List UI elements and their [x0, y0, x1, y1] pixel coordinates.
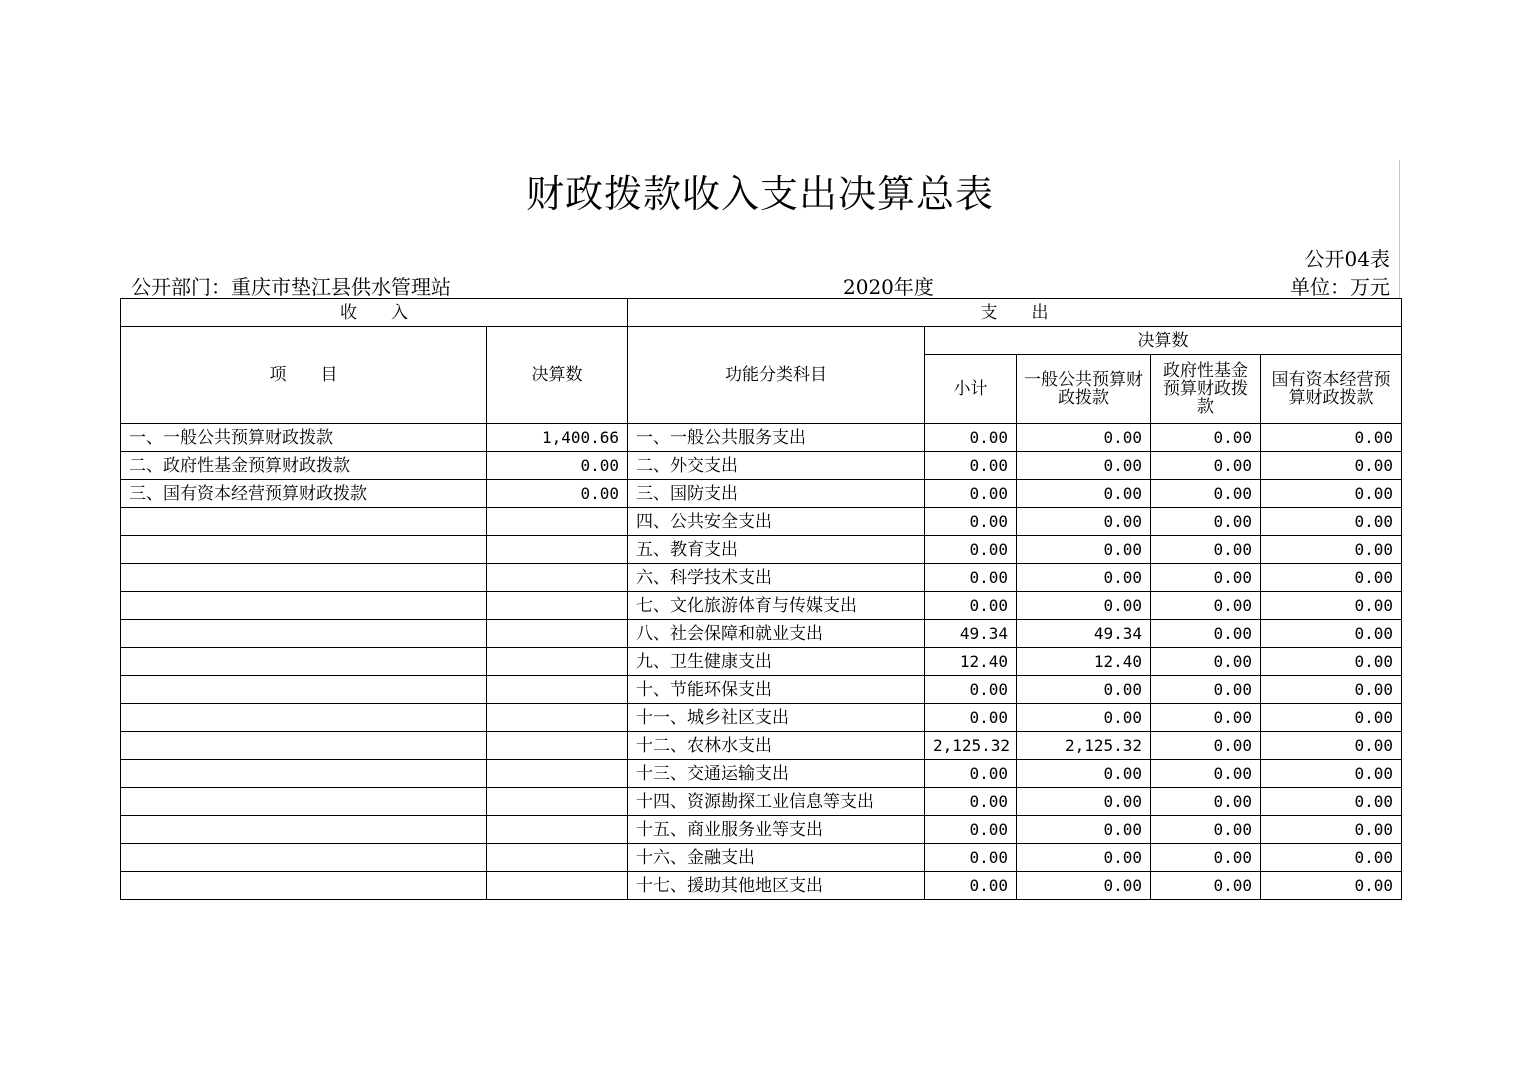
subtotal-cell: 0.00	[925, 452, 1017, 480]
general-budget-header: 一般公共预算财政拨款	[1017, 355, 1151, 424]
table-row	[121, 648, 1402, 676]
general-budget-cell: 0.00	[1017, 452, 1151, 480]
subtotal-cell: 0.00	[925, 536, 1017, 564]
general-budget-cell: 0.00	[1017, 844, 1151, 872]
table-row	[121, 844, 1402, 872]
state-capital-cell: 0.00	[1261, 788, 1402, 816]
income-item-cell	[121, 732, 487, 760]
final-amount-header: 决算数	[925, 327, 1402, 355]
category-cell: 十五、商业服务业等支出	[628, 816, 925, 844]
gov-fund-cell: 0.00	[1151, 452, 1261, 480]
page-title: 财政拨款收入支出决算总表	[525, 172, 994, 216]
income-amount-cell	[487, 872, 628, 900]
gov-fund-cell: 0.00	[1151, 592, 1261, 620]
income-item-cell	[121, 760, 487, 788]
subtotal-cell: 49.34	[925, 620, 1017, 648]
table-row	[121, 508, 1402, 536]
income-amount-cell	[487, 620, 628, 648]
income-item-cell	[121, 564, 487, 592]
table-row	[121, 536, 1402, 564]
income-amount-cell	[487, 536, 628, 564]
category-header: 功能分类科目	[628, 327, 925, 424]
income-amount-cell	[487, 592, 628, 620]
category-cell: 十七、援助其他地区支出	[628, 872, 925, 900]
subtotal-cell: 0.00	[925, 592, 1017, 620]
gov-fund-cell: 0.00	[1151, 732, 1261, 760]
state-capital-cell: 0.00	[1261, 564, 1402, 592]
table-row	[121, 704, 1402, 732]
subtotal-cell: 0.00	[925, 788, 1017, 816]
state-capital-cell: 0.00	[1261, 452, 1402, 480]
income-item-cell	[121, 648, 487, 676]
income-amount-cell	[487, 732, 628, 760]
unit-label: 单位：万元	[1290, 275, 1390, 299]
category-cell: 二、外交支出	[628, 452, 925, 480]
income-amount-cell: 0.00	[487, 452, 628, 480]
category-cell: 一、一般公共服务支出	[628, 424, 925, 452]
state-capital-cell: 0.00	[1261, 676, 1402, 704]
subtotal-cell: 0.00	[925, 424, 1017, 452]
subtotal-cell: 12.40	[925, 648, 1017, 676]
general-budget-cell: 0.00	[1017, 788, 1151, 816]
income-amount-cell	[487, 704, 628, 732]
income-item-cell	[121, 788, 487, 816]
state-capital-cell: 0.00	[1261, 648, 1402, 676]
income-item-cell	[121, 844, 487, 872]
income-item-cell	[121, 816, 487, 844]
general-budget-cell: 12.40	[1017, 648, 1151, 676]
fiscal-year: 2020年度	[843, 275, 934, 299]
gov-fund-cell: 0.00	[1151, 620, 1261, 648]
gov-fund-header: 政府性基金预算财政拨款	[1151, 355, 1261, 424]
gov-fund-cell: 0.00	[1151, 676, 1261, 704]
income-amount-cell	[487, 760, 628, 788]
form-number: 公开04表	[1304, 247, 1390, 271]
state-capital-cell: 0.00	[1261, 816, 1402, 844]
income-amount-cell: 1,400.66	[487, 424, 628, 452]
category-cell: 十、节能环保支出	[628, 676, 925, 704]
income-amount-cell	[487, 816, 628, 844]
income-item-cell	[121, 508, 487, 536]
income-item-cell: 二、政府性基金预算财政拨款	[121, 452, 487, 480]
category-cell: 十二、农林水支出	[628, 732, 925, 760]
state-capital-header: 国有资本经营预算财政拨款	[1261, 355, 1402, 424]
state-capital-cell: 0.00	[1261, 732, 1402, 760]
subtotal-header: 小计	[925, 355, 1017, 424]
income-amount-cell	[487, 508, 628, 536]
category-cell: 十一、城乡社区支出	[628, 704, 925, 732]
table-row	[121, 816, 1402, 844]
general-budget-cell: 0.00	[1017, 872, 1151, 900]
general-budget-cell: 0.00	[1017, 424, 1151, 452]
table-row	[121, 732, 1402, 760]
table-row	[121, 760, 1402, 788]
table-row	[121, 620, 1402, 648]
income-amount-cell	[487, 564, 628, 592]
subtotal-cell: 0.00	[925, 480, 1017, 508]
state-capital-cell: 0.00	[1261, 872, 1402, 900]
gov-fund-cell: 0.00	[1151, 844, 1261, 872]
header-row-top	[121, 299, 1402, 327]
gov-fund-cell: 0.00	[1151, 508, 1261, 536]
income-amount-cell	[487, 844, 628, 872]
state-capital-cell: 0.00	[1261, 844, 1402, 872]
gov-fund-cell: 0.00	[1151, 648, 1261, 676]
general-budget-cell: 0.00	[1017, 508, 1151, 536]
general-budget-cell: 0.00	[1017, 480, 1151, 508]
gov-fund-cell: 0.00	[1151, 480, 1261, 508]
gov-fund-cell: 0.00	[1151, 704, 1261, 732]
subtotal-cell: 0.00	[925, 816, 1017, 844]
general-budget-cell: 0.00	[1017, 592, 1151, 620]
general-budget-cell: 0.00	[1017, 536, 1151, 564]
table-row	[121, 452, 1402, 480]
gov-fund-cell: 0.00	[1151, 872, 1261, 900]
state-capital-cell: 0.00	[1261, 704, 1402, 732]
gov-fund-cell: 0.00	[1151, 536, 1261, 564]
subtotal-cell: 0.00	[925, 704, 1017, 732]
state-capital-cell: 0.00	[1261, 620, 1402, 648]
state-capital-cell: 0.00	[1261, 424, 1402, 452]
income-amount-cell	[487, 648, 628, 676]
state-capital-cell: 0.00	[1261, 592, 1402, 620]
income-item-cell: 三、国有资本经营预算财政拨款	[121, 480, 487, 508]
category-cell: 九、卫生健康支出	[628, 648, 925, 676]
category-cell: 十三、交通运输支出	[628, 760, 925, 788]
general-budget-cell: 2,125.32	[1017, 732, 1151, 760]
subtotal-cell: 0.00	[925, 872, 1017, 900]
general-budget-cell: 49.34	[1017, 620, 1151, 648]
gov-fund-cell: 0.00	[1151, 424, 1261, 452]
subtotal-cell: 0.00	[925, 760, 1017, 788]
category-cell: 七、文化旅游体育与传媒支出	[628, 592, 925, 620]
general-budget-cell: 0.00	[1017, 760, 1151, 788]
fiscal-table	[120, 298, 1402, 900]
subtotal-cell: 0.00	[925, 564, 1017, 592]
gov-fund-cell: 0.00	[1151, 816, 1261, 844]
gov-fund-cell: 0.00	[1151, 788, 1261, 816]
general-budget-cell: 0.00	[1017, 816, 1151, 844]
category-cell: 五、教育支出	[628, 536, 925, 564]
income-item-cell	[121, 704, 487, 732]
subtotal-cell: 0.00	[925, 508, 1017, 536]
income-item-cell: 一、一般公共预算财政拨款	[121, 424, 487, 452]
subtotal-cell: 0.00	[925, 844, 1017, 872]
item-header: 项 目	[121, 327, 487, 424]
general-budget-cell: 0.00	[1017, 564, 1151, 592]
category-cell: 十六、金融支出	[628, 844, 925, 872]
department-label: 公开部门：重庆市垫江县供水管理站	[131, 275, 451, 299]
income-item-cell	[121, 620, 487, 648]
income-amount-cell: 0.00	[487, 480, 628, 508]
category-cell: 十四、资源勘探工业信息等支出	[628, 788, 925, 816]
table-row	[121, 676, 1402, 704]
table-row	[121, 872, 1402, 900]
subtotal-cell: 2,125.32	[925, 732, 1017, 760]
header-row-mid	[121, 327, 1402, 355]
table-row	[121, 424, 1402, 452]
category-cell: 三、国防支出	[628, 480, 925, 508]
table-row	[121, 480, 1402, 508]
table-row	[121, 592, 1402, 620]
gov-fund-cell: 0.00	[1151, 760, 1261, 788]
subtotal-cell: 0.00	[925, 676, 1017, 704]
income-item-cell	[121, 592, 487, 620]
category-cell: 四、公共安全支出	[628, 508, 925, 536]
income-header: 收 入	[121, 299, 628, 327]
expense-header: 支 出	[628, 299, 1402, 327]
table-row	[121, 788, 1402, 816]
income-amount-cell	[487, 788, 628, 816]
general-budget-cell: 0.00	[1017, 704, 1151, 732]
table-row	[121, 564, 1402, 592]
state-capital-cell: 0.00	[1261, 508, 1402, 536]
general-budget-cell: 0.00	[1017, 676, 1151, 704]
income-amount-header: 决算数	[487, 327, 628, 424]
state-capital-cell: 0.00	[1261, 760, 1402, 788]
state-capital-cell: 0.00	[1261, 536, 1402, 564]
category-cell: 六、科学技术支出	[628, 564, 925, 592]
income-item-cell	[121, 676, 487, 704]
income-item-cell	[121, 872, 487, 900]
state-capital-cell: 0.00	[1261, 480, 1402, 508]
gov-fund-cell: 0.00	[1151, 564, 1261, 592]
income-item-cell	[121, 536, 487, 564]
category-cell: 八、社会保障和就业支出	[628, 620, 925, 648]
income-amount-cell	[487, 676, 628, 704]
